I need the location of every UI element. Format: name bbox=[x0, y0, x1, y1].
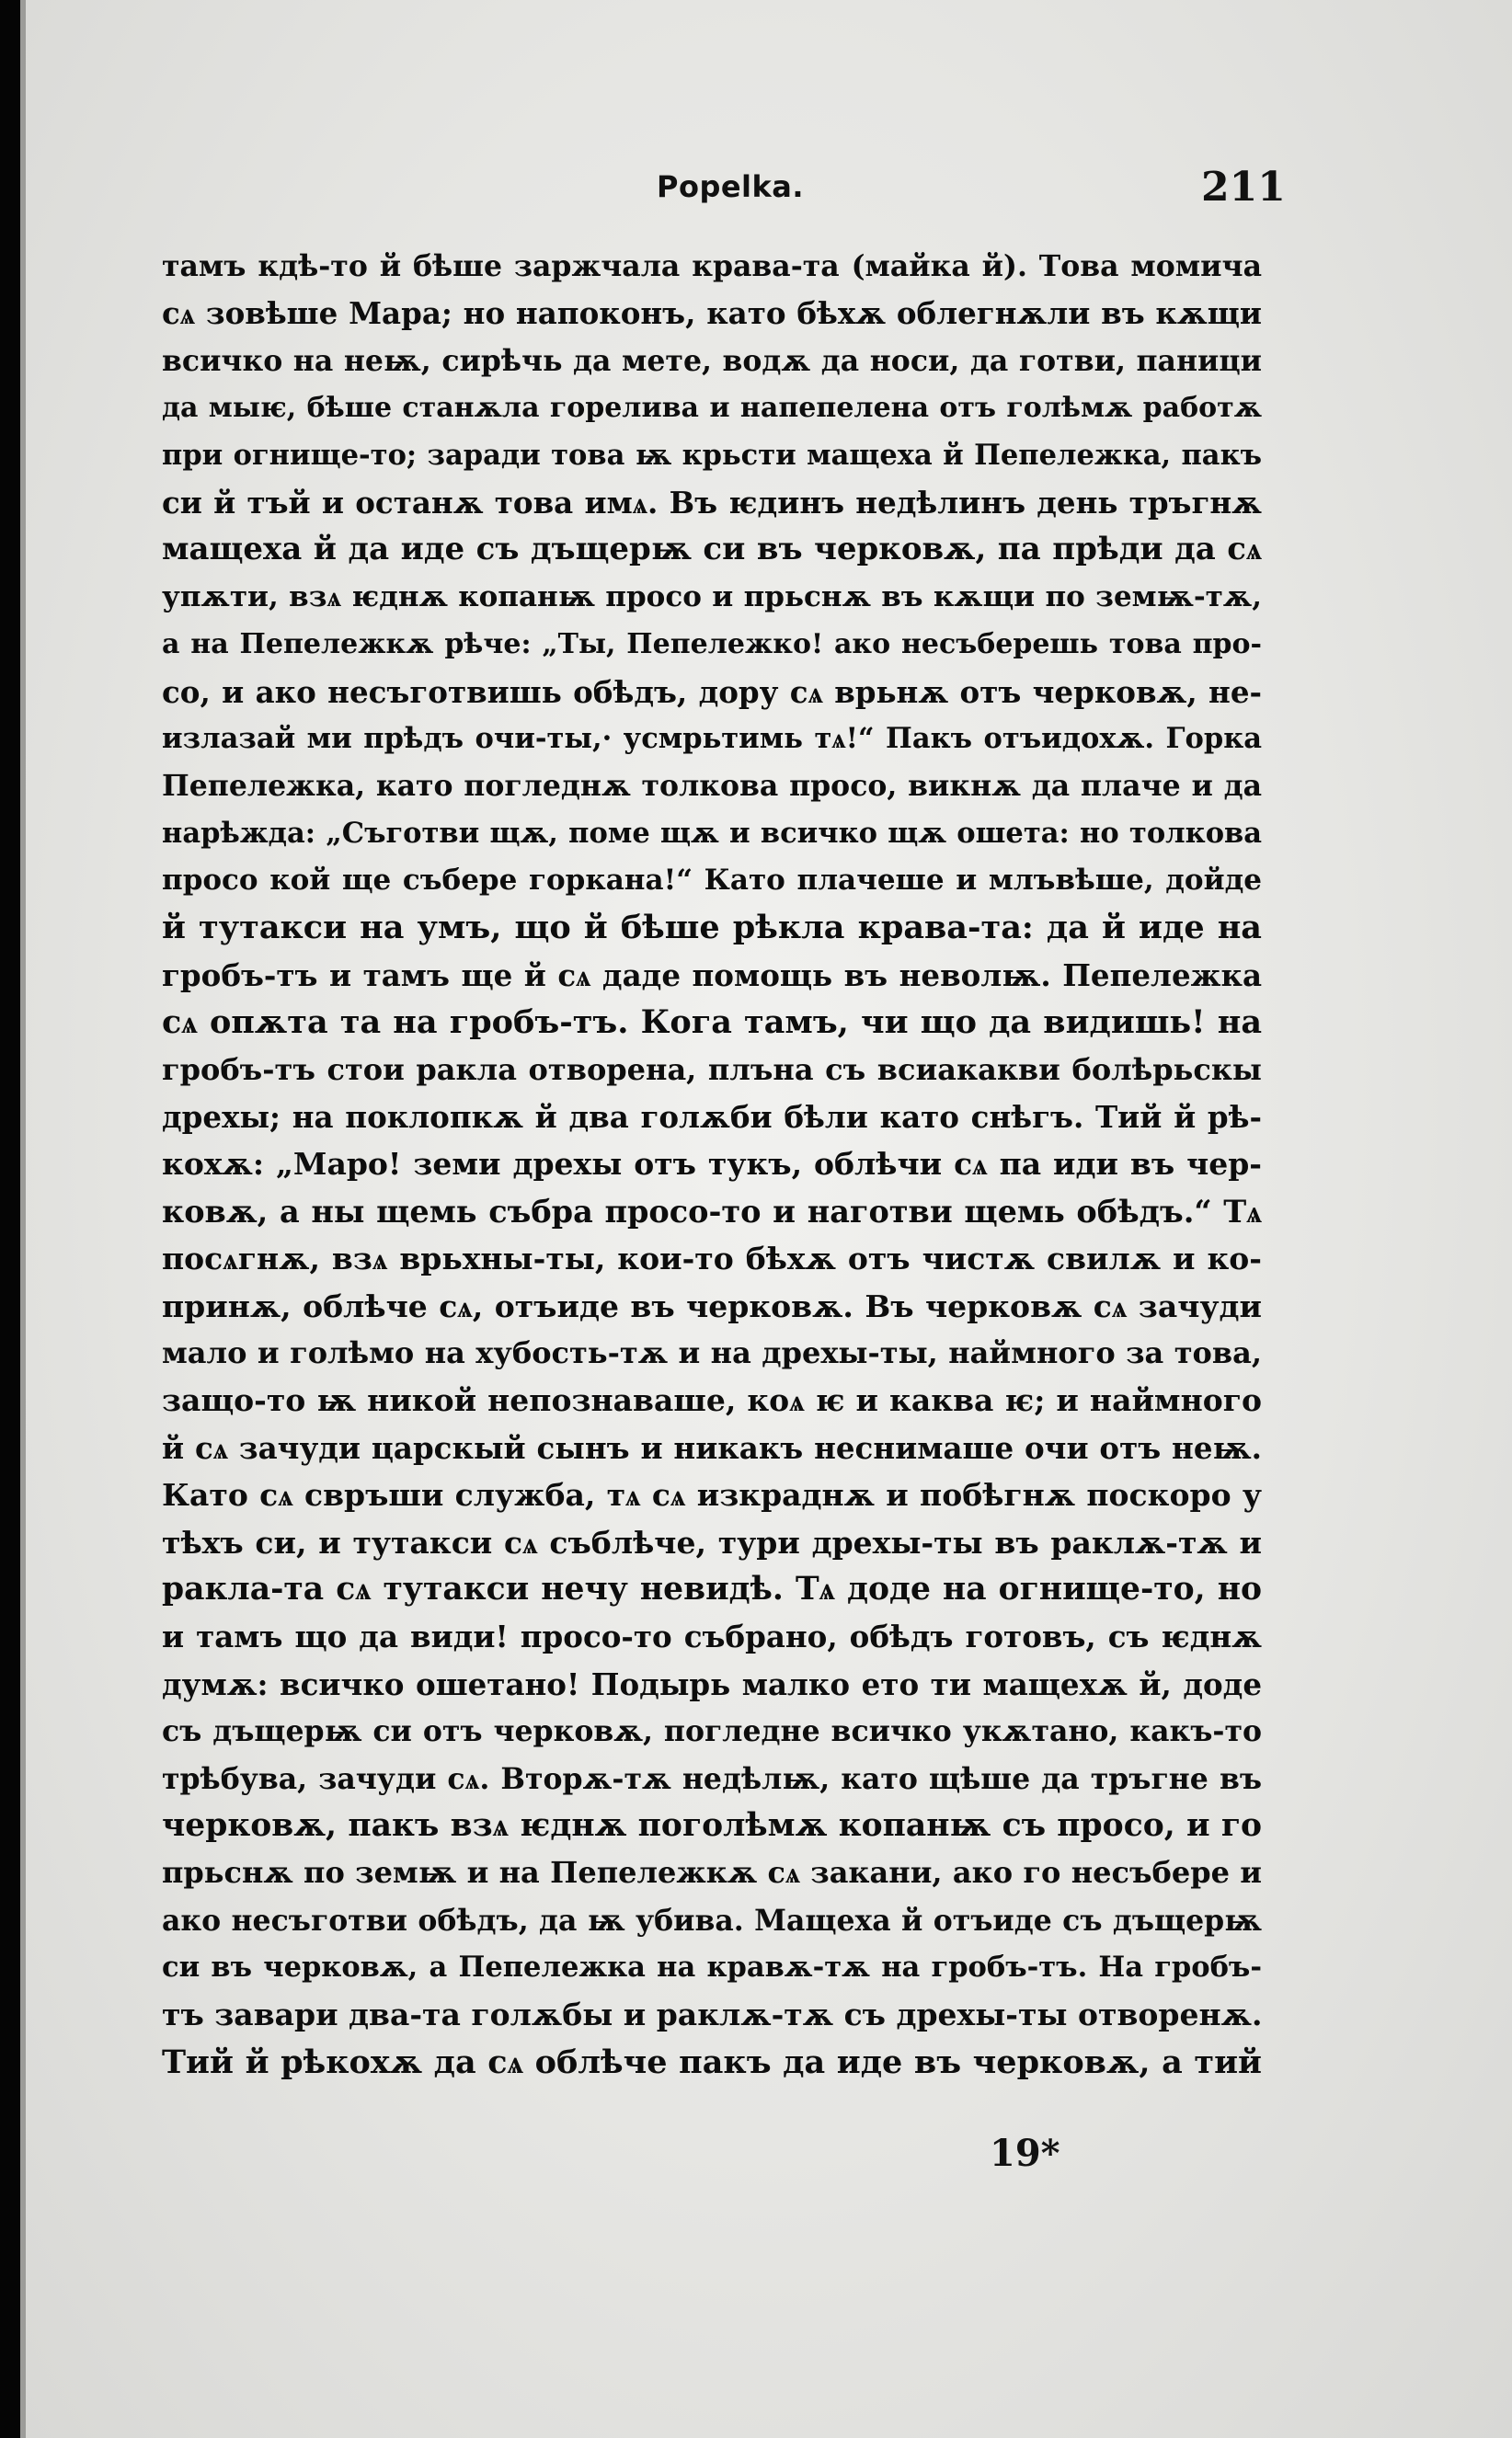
text-line: да мыѥ, бѣше станѫла горелива и напепелена отъ голѣмѫ работѫ bbox=[162, 392, 1262, 425]
text-line: защо-то ѭ никой непознаваше, коѧ ѥ и каква ѥ; и наймного bbox=[162, 1382, 1262, 1419]
page-header bbox=[0, 164, 1512, 219]
text-line: гробъ-тъ стои ракла отворена, плъна съ всиакакви болѣрьскы bbox=[162, 1051, 1262, 1087]
text-line: трѣбува, зачуди сѧ. Вторѫ-тѫ недѣлѭ, като щѣше да тръгне въ bbox=[162, 1761, 1262, 1796]
text-line: со, и ако несъготвишь обѣдъ, дору сѧ врьнѫ отъ черковѫ, не- bbox=[162, 673, 1262, 710]
text-line: си й тъй и останѫ това имѧ. Въ ѥдинъ недѣлинъ день тръгнѫ bbox=[162, 484, 1262, 521]
text-line: прьснѫ по земѭ и на Пепележкѫ сѧ закани, ако го несъбере и bbox=[162, 1855, 1262, 1891]
text-line: Пепележка, като погледнѫ толкова просо, викнѫ да плаче и да bbox=[162, 769, 1262, 804]
text-line: тамъ кдѣ-то й бѣше заржчала крава-та (майка й). Това момича bbox=[162, 249, 1262, 283]
page-number: 211 bbox=[1201, 164, 1286, 211]
text-line: й сѧ зачуди царскый сынъ и никакъ неснимаше очи отъ неѭ. bbox=[162, 1429, 1262, 1466]
text-line: при огнище-то; заради това ѭ крьсти мащеха й Пепележка, пакъ bbox=[162, 438, 1262, 472]
text-line: посѧгнѫ, взѧ врьхны-ты, кои-то бѣхѫ отъ чистѫ свилѫ и ко- bbox=[162, 1241, 1262, 1277]
text-line: думѫ: всичко ошетано! Подырь малко ето ти мащехѫ й, доде bbox=[162, 1665, 1262, 1702]
text-line: си въ черковѫ, а Пепележка на кравѫ-тѫ на гробъ-тъ. На гробъ- bbox=[162, 1951, 1262, 1985]
text-line: сѧ зовѣше Мара; но напоконъ, като бѣхѫ облегнѫли въ кѫщи bbox=[162, 295, 1262, 332]
text-line: всичко на неѭ, сирѣчь да мете, водѫ да носи, да готви, паници bbox=[162, 343, 1262, 378]
text-line: тъ завари два-та голѫбы и раклѫ-тѫ съ дрехы-ты отворенѫ. bbox=[162, 1997, 1262, 2033]
text-line: нарѣжда: „Съготви щѫ, поме щѫ и всичко щѫ ошета: но толкова bbox=[162, 816, 1262, 850]
text-line: сѧ опѫта та на гробъ-тъ. Кога тамъ, чи що да видишь! на bbox=[162, 1003, 1262, 1042]
text-line: гробъ-тъ и тамъ ще й сѧ даде помощь въ неволѭ. Пепележка bbox=[162, 956, 1262, 993]
text-line: упѫти, взѧ ѥднѫ копанѭ просо и прьснѫ въ кѫщи по земѭ-тѫ, bbox=[162, 579, 1262, 613]
text-line: ковѫ, а ны щемь събра просо-то и наготви щемь обѣдъ.“ Тѧ bbox=[162, 1193, 1262, 1230]
text-line: черковѫ, пакъ взѧ ѥднѫ поголѣмѫ копанѭ съ просо, и го bbox=[162, 1806, 1262, 1844]
text-line: Като сѧ свръши служба, тѧ сѧ изкраднѫ и побѣгнѫ поскоро у bbox=[162, 1477, 1262, 1514]
text-line: а на Пепележкѫ рѣче: „Ты, Пепележко! ако несъберешь това про- bbox=[162, 628, 1262, 661]
text-line: мало и голѣмо на хубость-тѫ и на дрехы-ты, наймного за това, bbox=[162, 1334, 1262, 1370]
text-line: излазай ми прѣдъ очи-ты,· усмрьтимь тѧ!“ Пакъ отъидохѫ. Горка bbox=[162, 721, 1262, 755]
text-line: Тий й рѣкохѫ да сѧ облѣче пакъ да иде въ черковѫ, а тий bbox=[162, 2043, 1262, 2081]
text-line: ако несъготви обѣдъ, да ѭ убива. Мащеха й отъиде съ дъщерѭ bbox=[162, 1903, 1262, 1938]
running-head: Popelka. bbox=[657, 169, 805, 204]
text-line: и тамъ що да види! просо-то събрано, обѣдъ готовъ, съ ѥднѫ bbox=[162, 1619, 1262, 1655]
text-line: тѣхъ си, и тутакси сѧ съблѣче, тури дрехы-ты въ раклѫ-тѫ и bbox=[162, 1524, 1262, 1561]
text-line: съ дъщерѭ си отъ черковѫ, погледне всичко укѫтано, какъ-то bbox=[162, 1714, 1262, 1749]
text-line: принѫ, облѣче сѧ, отъиде въ черковѫ. Въ черковѫ сѧ зачуди bbox=[162, 1288, 1262, 1324]
text-line: дрехы; на поклопкѫ й два голѫби бѣли като снѣгъ. Тий й рѣ- bbox=[162, 1099, 1262, 1136]
page-edge bbox=[20, 0, 26, 2438]
text-line: мащеха й да иде съ дъщерѭ си въ черковѫ, па прѣди да сѧ bbox=[162, 531, 1262, 568]
text-line: ракла-та сѧ тутакси нечу невидѣ. Тѧ доде на огнище-то, но bbox=[162, 1570, 1262, 1608]
text-line: кохѫ: „Маро! земи дрехы отъ тукъ, облѣчи сѧ па иди въ чер- bbox=[162, 1146, 1262, 1183]
text-line: й тутакси на умъ, що й бѣше рѣкла крава-та: да й иде на bbox=[162, 909, 1262, 947]
signature-mark: 19* bbox=[990, 2132, 1060, 2175]
body-text bbox=[162, 243, 1262, 2086]
text-line: просо кой ще съберe горкана!“ Като плачеше и млъвѣше, дойде bbox=[162, 864, 1262, 898]
